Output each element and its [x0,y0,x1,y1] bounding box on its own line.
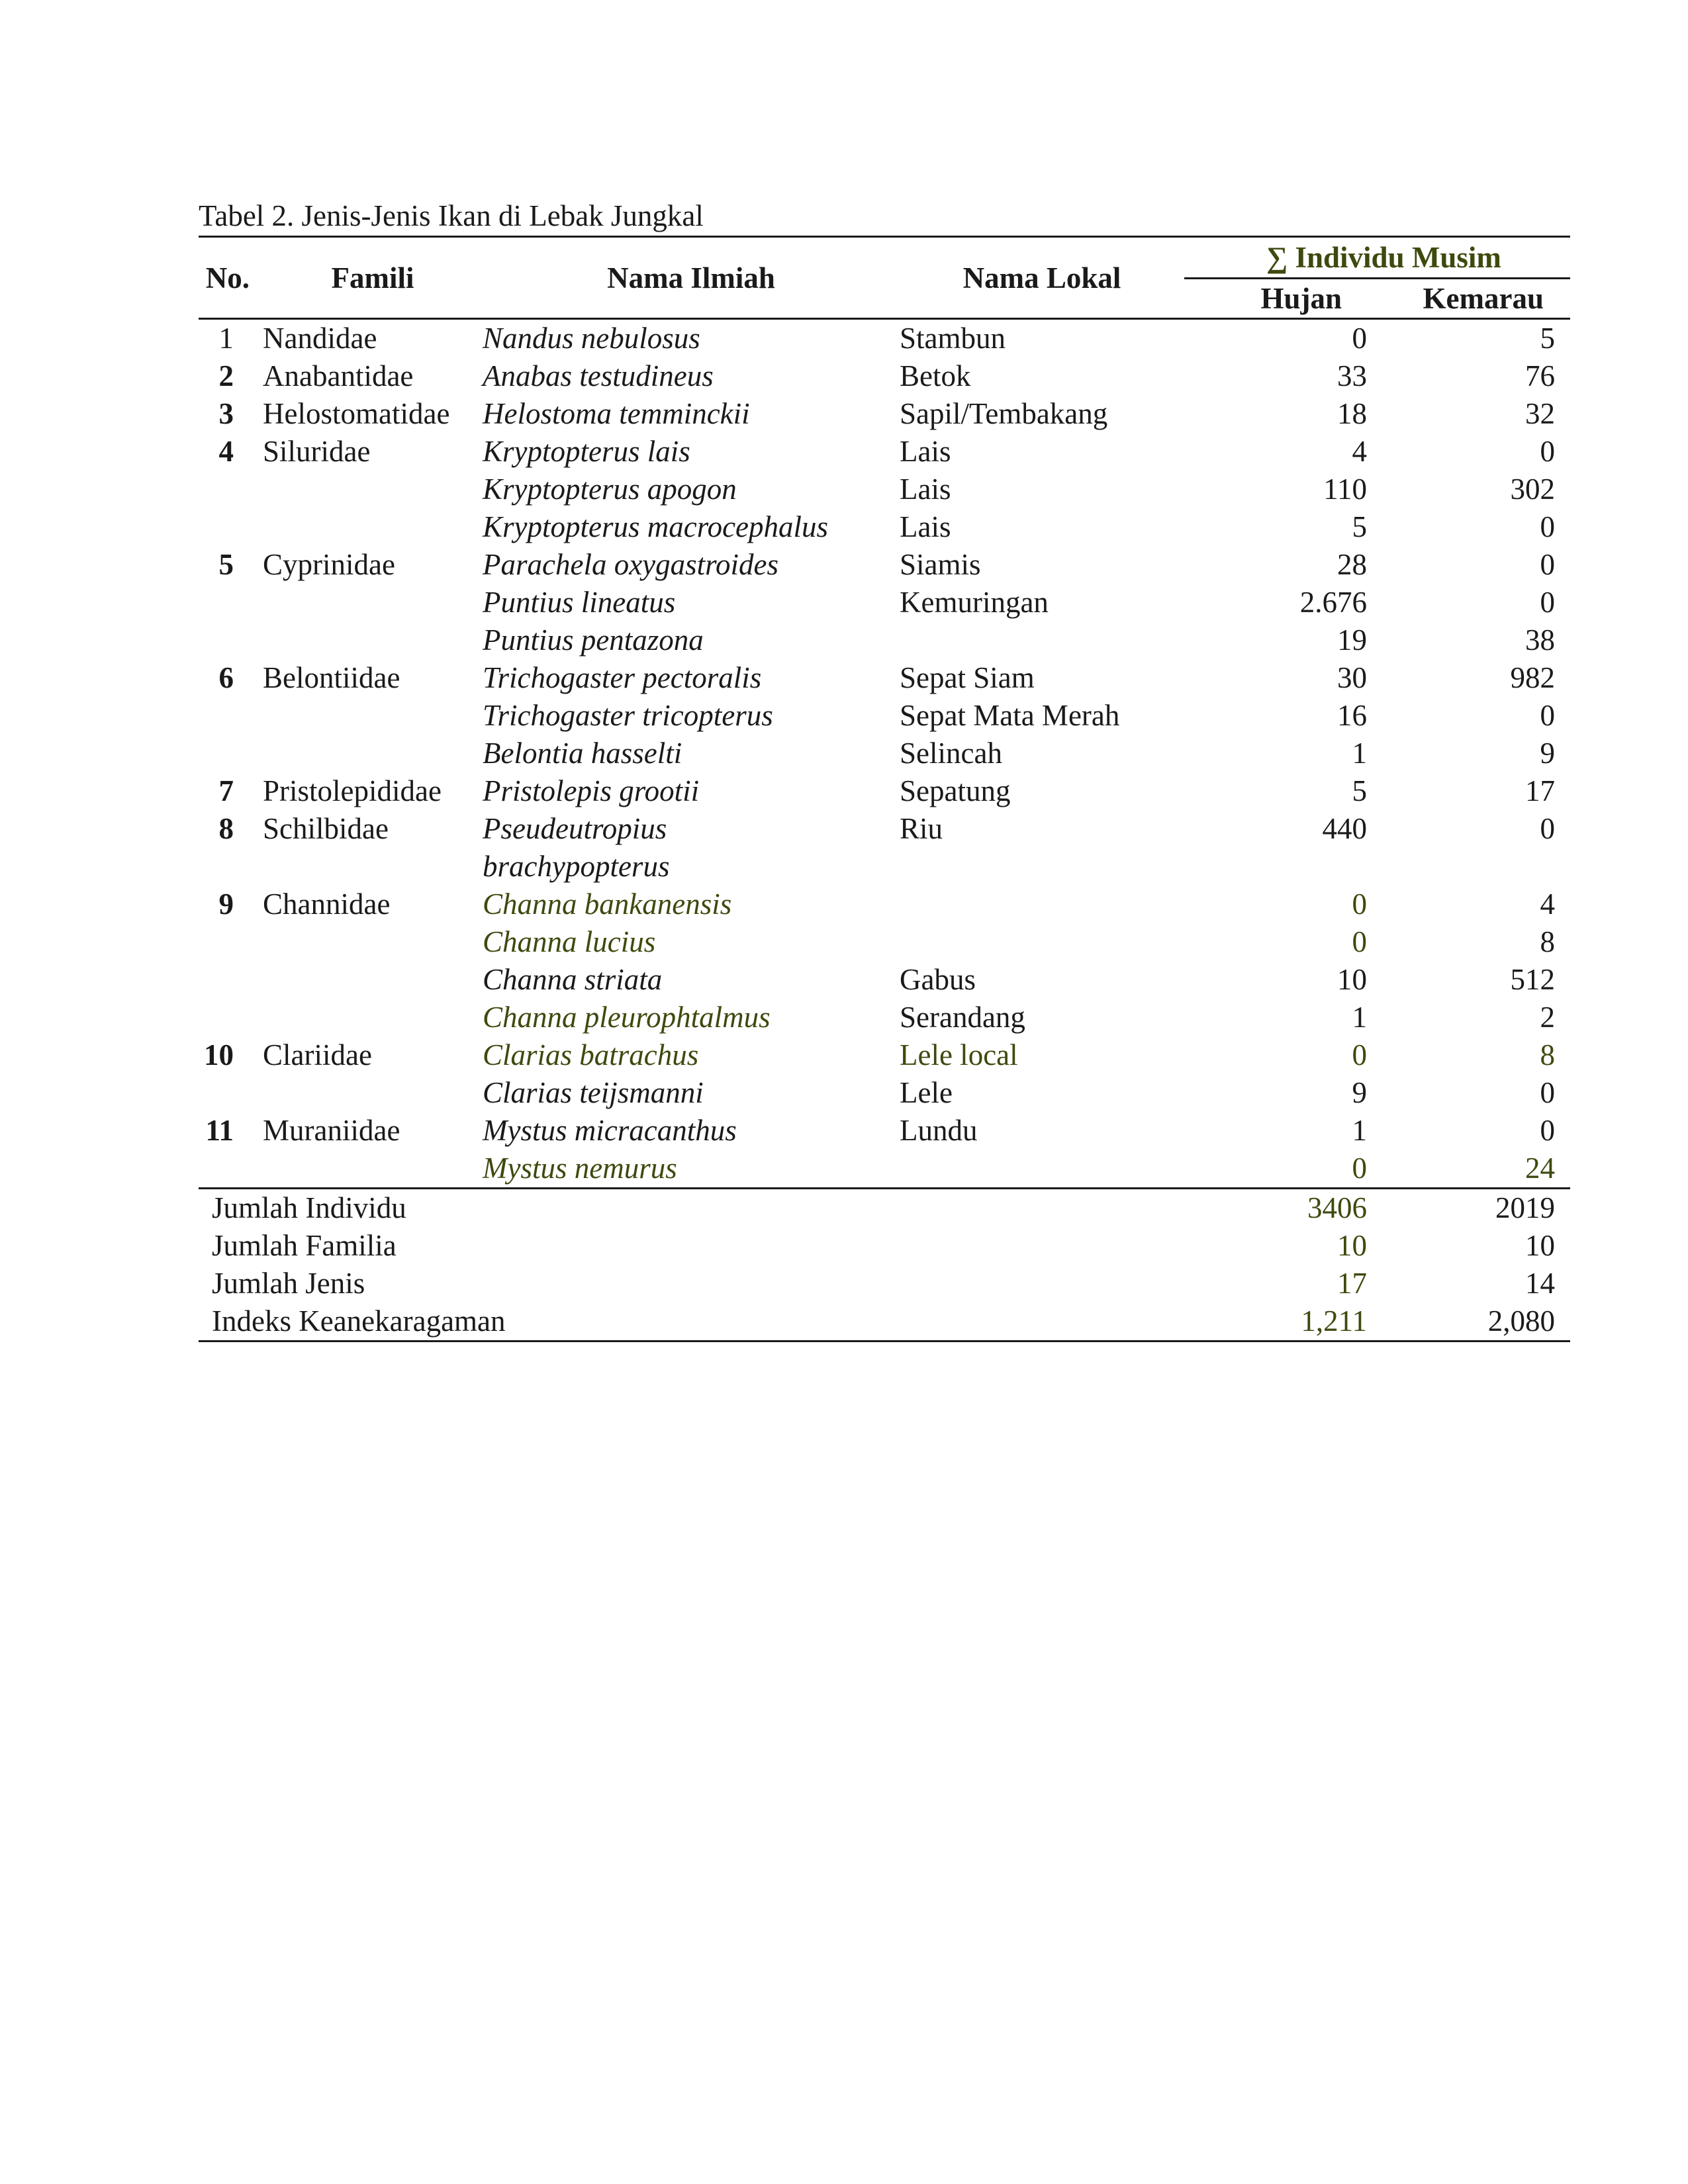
scientific-name: Pristolepis grootii [483,774,700,807]
row-number: 5 [218,548,234,581]
family-name: Cyprinidae [263,548,395,581]
table-row [199,621,1570,659]
summary-hujan: 17 [1337,1267,1367,1300]
family-name [263,584,483,621]
table-row [199,508,1570,546]
count-hujan: 9 [1352,1076,1367,1109]
family-name [263,508,483,546]
scientific-name: brachypopterus [483,850,670,883]
count-hujan: 1 [1352,1001,1367,1034]
local-name: Lundu [900,1114,978,1147]
count-hujan: 0 [1352,925,1367,958]
family-name: Channidae [263,887,391,921]
scientific-name: Puntius lineatus [483,586,676,619]
summary-hujan: 3406 [1184,1189,1388,1228]
header-individu-musim: ∑ Individu Musim [1184,237,1570,279]
count-hujan: 440 [1322,812,1367,845]
count-kemarau: 0 [1540,1076,1555,1109]
count-kemarau: 9 [1540,737,1555,770]
count-hujan: 110 [1323,473,1367,506]
local-name: Gabus [900,963,976,996]
table-row [199,999,1570,1036]
table-row [199,471,1570,508]
scientific-name: Pseudeutropius [483,812,667,845]
local-name: Lais [900,435,951,468]
count-kemarau: 38 [1525,623,1555,657]
summary-kemarau: 10 [1525,1229,1555,1262]
count-hujan: 0 [1352,322,1367,355]
scientific-name: Clarias batrachus [483,1038,699,1071]
local-name: Betok [900,359,971,392]
table-row [199,357,1570,395]
count-kemarau: 5 [1540,322,1555,355]
count-hujan: 5 [1352,774,1367,807]
count-hujan [1184,848,1388,886]
scientific-name: Channa bankanensis [483,887,732,921]
scientific-name: Helostoma temminckii [483,397,750,430]
family-name: Nandidae [263,322,377,355]
summary-row [199,1227,1570,1265]
local-name: Lele [900,1076,953,1109]
row-number [199,999,263,1036]
count-kemarau: 982 [1510,661,1555,694]
family-name [263,735,483,772]
header-hujan: Hujan [1184,279,1388,319]
scientific-name: Belontia hasselti [483,737,682,770]
scientific-name: Trichogaster pectoralis [483,661,762,694]
row-number: 7 [218,774,234,807]
count-kemarau: 8 [1540,1038,1555,1071]
table-row [199,697,1570,735]
family-name [263,621,483,659]
scientific-name: Anabas testudineus [483,359,714,392]
family-name: Siluridae [263,435,371,468]
table-row [199,433,1570,471]
local-name: Riu [900,812,943,845]
count-hujan: 1 [1352,1114,1367,1147]
scientific-name: Mystus micracanthus [483,1114,737,1147]
local-name: Sepatung [900,774,1011,807]
header-nama-ilmiah: Nama Ilmiah [483,237,900,319]
local-name: Sapil/Tembakang [900,397,1108,430]
family-name [263,961,483,999]
table-header [199,237,1570,319]
family-name [263,1074,483,1112]
table-row [199,1036,1570,1074]
scientific-name: Parachela oxygastroides [483,548,778,581]
summary-label: Jumlah Familia [212,1229,397,1262]
count-kemarau: 0 [1540,435,1555,468]
summary-label: Indeks Keanekaragaman [199,1302,1184,1342]
row-number [199,961,263,999]
row-number [199,621,263,659]
count-kemarau: 17 [1525,774,1555,807]
table-row [199,886,1570,923]
count-kemarau [1388,848,1570,886]
scientific-name: Clarias teijsmanni [483,1076,704,1109]
row-number [199,1150,263,1189]
table-row [199,1112,1570,1150]
count-kemarau: 0 [1540,1114,1555,1147]
count-hujan: 30 [1337,661,1367,694]
row-number [199,697,263,735]
row-number: 8 [218,812,234,845]
summary-label: Jumlah Jenis [212,1267,365,1300]
count-kemarau: 2 [1540,1001,1555,1034]
family-name: Clariidae [263,1038,372,1071]
scientific-name: Kryptopterus apogon [483,473,737,506]
count-kemarau: 32 [1525,397,1555,430]
scientific-name: Kryptopterus lais [483,435,690,468]
header-kemarau: Kemarau [1388,279,1570,319]
local-name: Siamis [900,548,981,581]
summary-hujan: 1,211 [1184,1302,1388,1342]
count-hujan: 2.676 [1299,586,1367,619]
row-number [199,471,263,508]
scientific-name: Channa striata [483,963,663,996]
family-name: Belontiidae [263,661,400,694]
table-row [199,735,1570,772]
scientific-name: Channa lucius [483,925,656,958]
table-row [199,810,1570,848]
family-name [263,999,483,1036]
row-number [199,735,263,772]
header-nama-lokal: Nama Lokal [900,237,1184,319]
family-name [263,471,483,508]
table-caption: Tabel 2. Jenis-Jenis Ikan di Lebak Jungkal [199,199,704,232]
local-name [900,923,1184,961]
row-number: 2 [218,359,234,392]
count-hujan: 0 [1352,1152,1367,1185]
row-number: 6 [218,661,234,694]
count-kemarau: 4 [1540,887,1555,921]
count-kemarau: 76 [1525,359,1555,392]
scientific-name: Nandus nebulosus [483,322,700,355]
local-name: Stambun [900,322,1006,355]
count-kemarau: 0 [1540,586,1555,619]
table-row [199,319,1570,358]
row-number [199,923,263,961]
summary-row [199,1265,1570,1302]
local-name: Sepat Mata Merah [900,699,1120,732]
row-number [199,584,263,621]
family-name [263,1150,483,1189]
count-kemarau: 0 [1540,548,1555,581]
count-hujan: 16 [1337,699,1367,732]
scientific-name: Channa pleurophtalmus [483,1001,771,1034]
header-famili: Famili [263,237,483,319]
scientific-name: Trichogaster tricopterus [483,699,773,732]
summary-kemarau: 14 [1525,1267,1555,1300]
family-name [263,923,483,961]
table-row [199,546,1570,584]
family-name: Pristolepididae [263,774,442,807]
local-name [900,1150,1184,1189]
count-kemarau: 0 [1540,699,1555,732]
family-name: Helostomatidae [263,397,450,430]
scientific-name: Kryptopterus macrocephalus [483,510,829,543]
row-number: 4 [218,435,234,468]
table-summary [199,1189,1570,1342]
count-hujan: 1 [1352,737,1367,770]
summary-kemarau: 2019 [1388,1189,1570,1228]
count-hujan: 28 [1337,548,1367,581]
row-number [199,848,263,886]
count-hujan: 0 [1352,1038,1367,1071]
summary-hujan: 10 [1337,1229,1367,1262]
family-name: Muraniidae [263,1114,400,1147]
count-hujan: 33 [1337,359,1367,392]
local-name: Serandang [900,1001,1025,1034]
row-number: 9 [218,887,234,921]
table-row [199,584,1570,621]
local-name [900,621,1184,659]
count-kemarau: 24 [1525,1152,1555,1185]
table-row [199,923,1570,961]
summary-kemarau: 2,080 [1388,1302,1570,1342]
table-row [199,961,1570,999]
count-hujan: 18 [1337,397,1367,430]
table-row [199,1074,1570,1112]
local-name: Kemuringan [900,586,1049,619]
row-number [199,508,263,546]
row-number: 11 [205,1114,234,1147]
row-number [199,1074,263,1112]
table-row [199,1150,1570,1189]
local-name: Sepat Siam [900,661,1035,694]
summary-row [199,1189,1570,1228]
table-body [199,319,1570,1189]
table-row [199,772,1570,810]
local-name: Lele local [900,1038,1018,1071]
row-number: 10 [204,1038,234,1071]
count-kemarau: 0 [1540,812,1555,845]
local-name [900,848,1184,886]
header-no: No. [199,237,263,319]
count-kemarau: 8 [1540,925,1555,958]
family-name: Schilbidae [263,812,389,845]
summary-row [199,1302,1570,1342]
row-number: 1 [218,322,234,355]
local-name: Selincah [900,737,1002,770]
count-hujan: 5 [1352,510,1367,543]
scientific-name: Mystus nemurus [483,1152,677,1185]
count-kemarau: 512 [1510,963,1555,996]
table-row [199,395,1570,433]
family-name [263,697,483,735]
fish-species-table [199,236,1570,1342]
count-hujan: 4 [1352,435,1367,468]
table-row [199,848,1570,886]
local-name: Lais [900,510,951,543]
count-kemarau: 302 [1510,473,1555,506]
local-name: Lais [900,473,951,506]
local-name [900,886,1184,923]
count-kemarau: 0 [1540,510,1555,543]
row-number: 3 [218,397,234,430]
scientific-name: Puntius pentazona [483,623,704,657]
count-hujan: 19 [1337,623,1367,657]
family-name: Anabantidae [263,359,414,392]
family-name [263,848,483,886]
table-row [199,659,1570,697]
summary-label: Jumlah Individu [199,1189,1184,1228]
count-hujan: 10 [1337,963,1367,996]
count-hujan: 0 [1352,887,1367,921]
